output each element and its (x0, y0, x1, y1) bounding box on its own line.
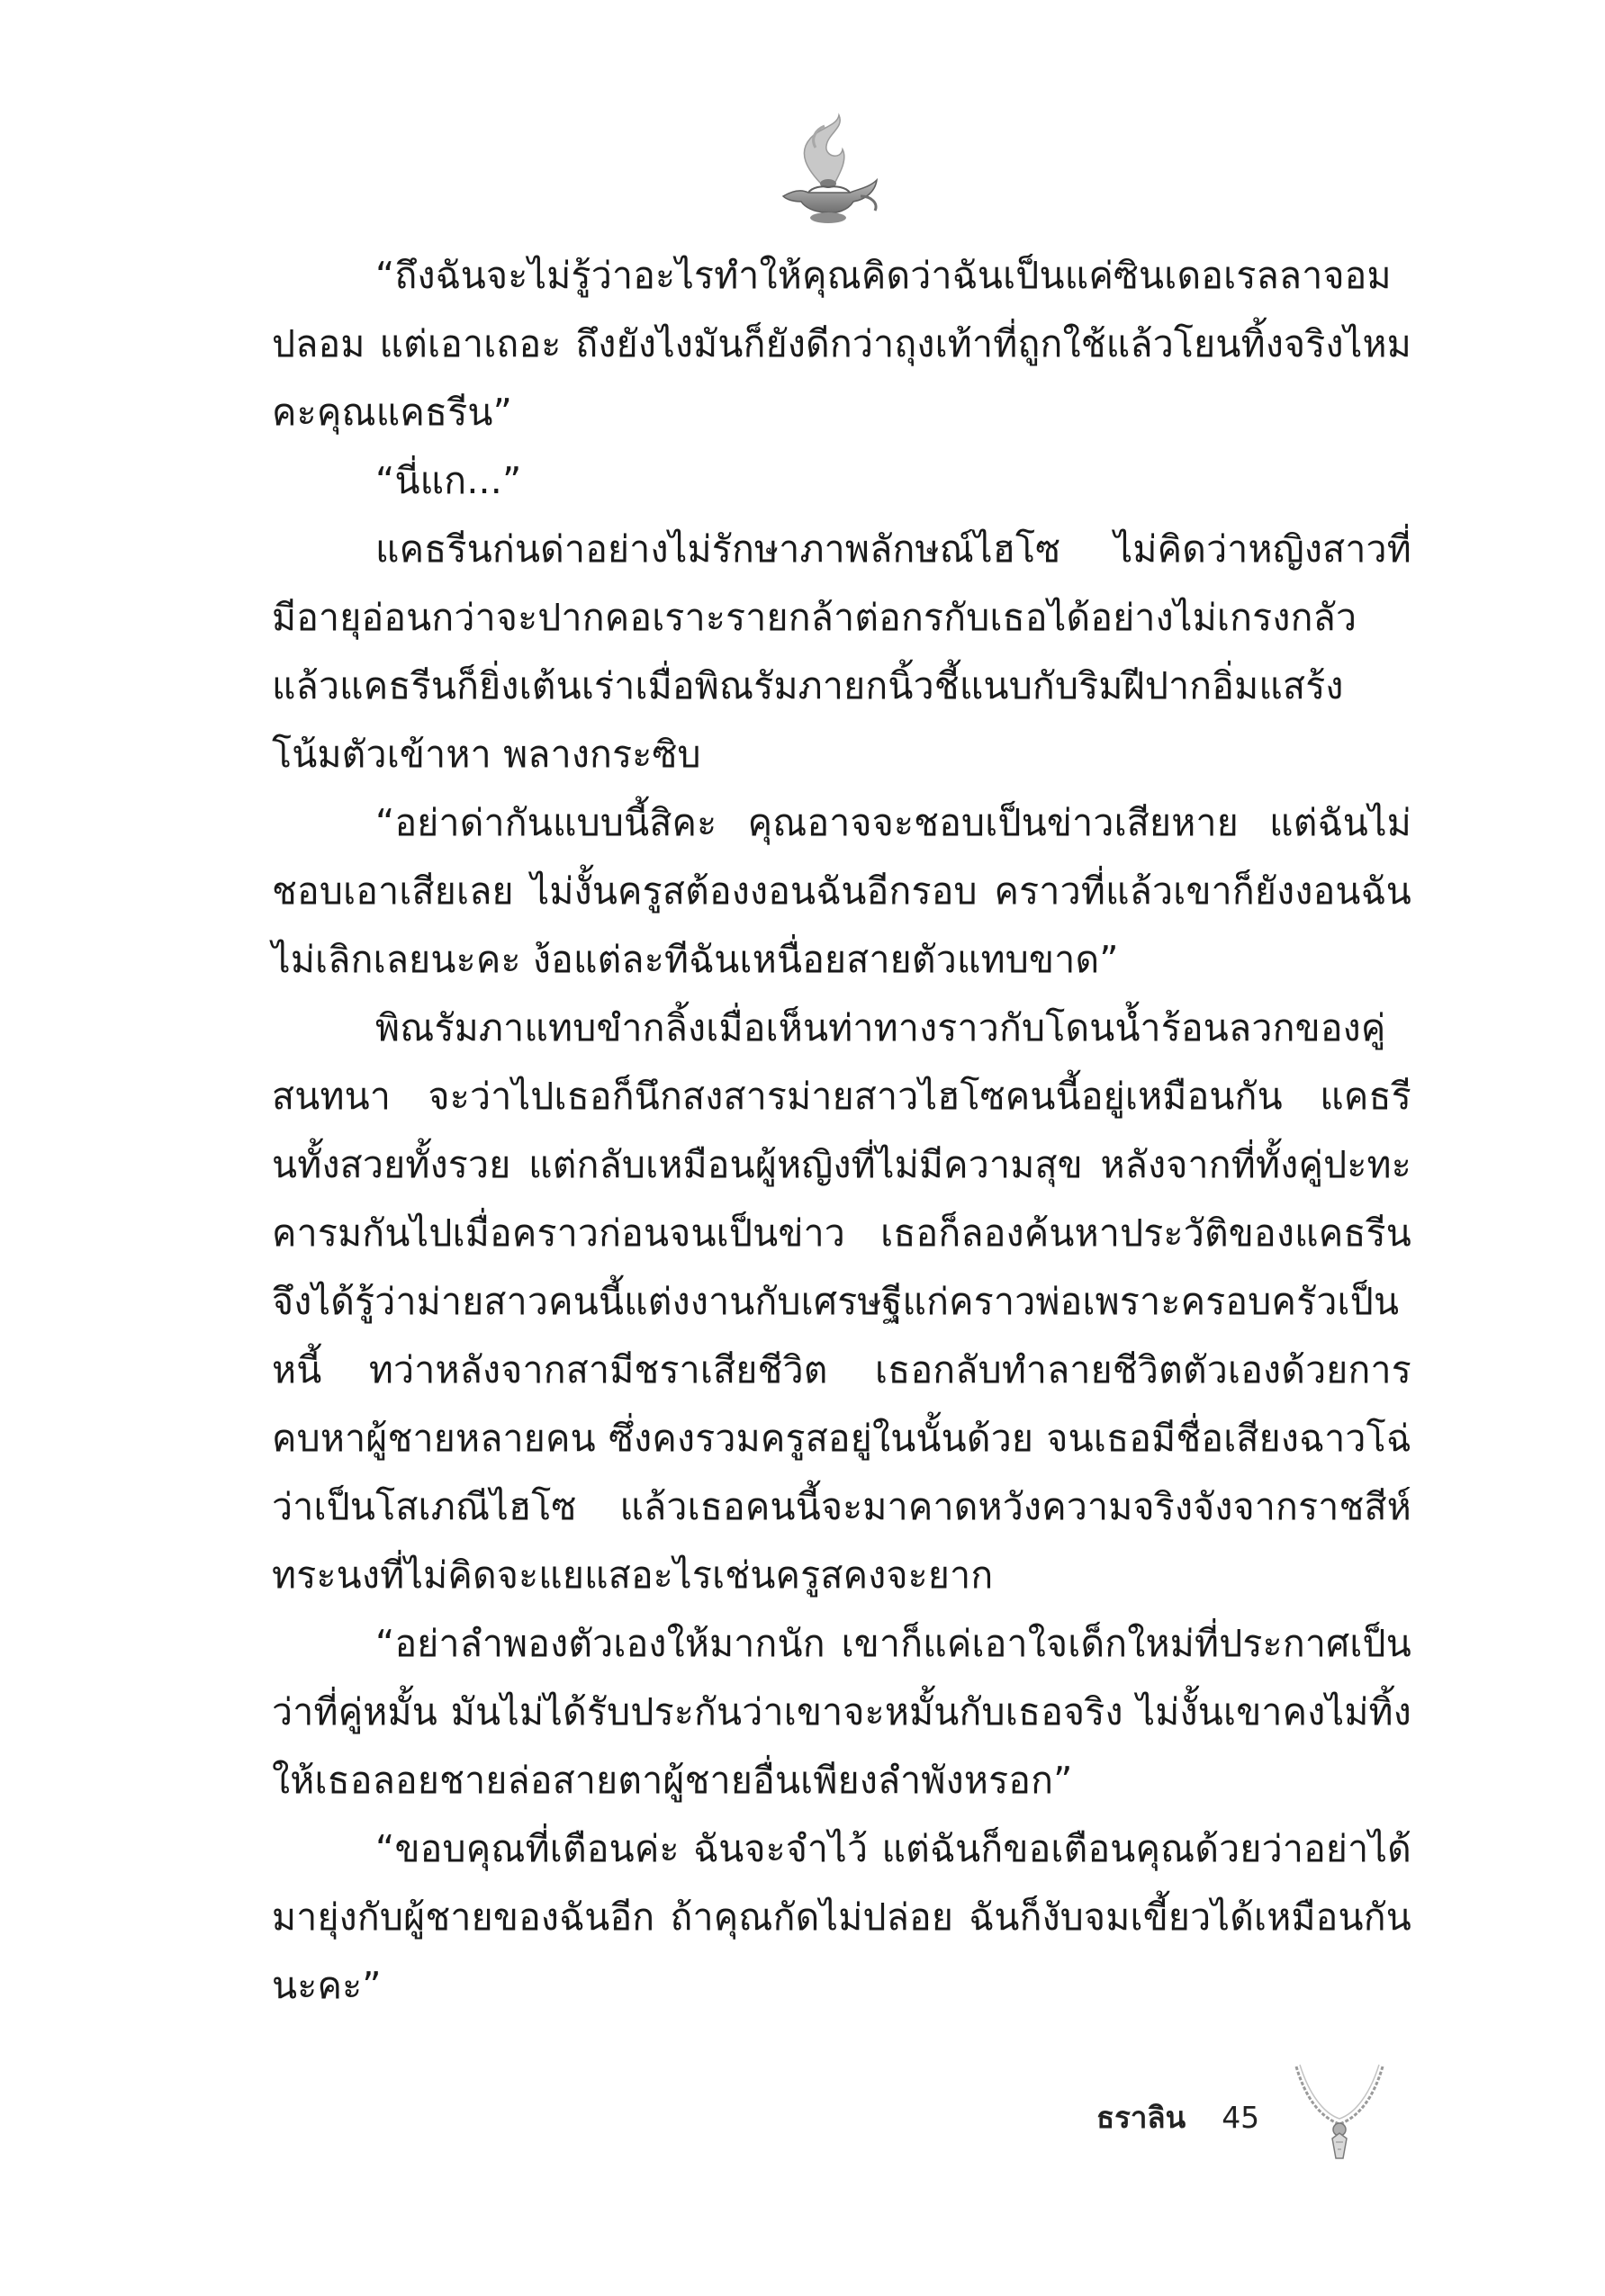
paragraph: “อย่าด่ากันแบบนี้สิคะ คุณอาจจะชอบเป็นข่าวเสียหาย แต่ฉันไม่ชอบเอาเสียเลย ไม่งั้นครูสต้องงอนฉันอีกรอบ คราวที่แล้วเขาก็ยังงอนฉันไม่เลิกเลยนะคะ ง้อแต่ละทีฉันเหนื่อยสายตัวแทบขาด” (272, 801, 1411, 981)
genie-lamp-icon (771, 106, 886, 229)
necklace-icon (1293, 2061, 1386, 2173)
paragraph: “ขอบคุณที่เตือนค่ะ ฉันจะจำไว้ แต่ฉันก็ขอเตือนคุณด้วยว่าอย่าได้มายุ่งกับผู้ชายของฉันอีก ถ้าคุณกัดไม่ปล่อย ฉันก็งับจมเขี้ยวได้เหมือนกันนะคะ” (272, 1827, 1411, 2007)
paragraph: “อย่าลำพองตัวเองให้มากนัก เขาก็แค่เอาใจเด็กใหม่ที่ประกาศเป็นว่าที่คู่หมั้น มันไม่ได้รับประกันว่าเขาจะหมั้นกับเธอจริง ไม่งั้นเขาคงไม่ทิ้งให้เธอลอยชายล่อสายตาผู้ชายอื่นเพียงลำพังหรอก” (272, 1622, 1411, 1802)
paragraph: “ถึงฉันจะไม่รู้ว่าอะไรทำให้คุณคิดว่าฉันเป็นแค่ซินเดอเรลลาจอมปลอม แต่เอาเถอะ ถึงยังไงมันก็ยังดีกว่าถุงเท้าที่ถูกใช้แล้วโยนทิ้งจริงไหมคะคุณแคธรีน” (272, 254, 1411, 434)
paragraph: พิณรัมภาแทบขำกลิ้งเมื่อเห็นท่าทางราวกับโดนน้ำร้อนลวกของคู่สนทนา จะว่าไปเธอก็นึกสงสารม่ายสาวไฮโซคนนี้อยู่เหมือนกัน แคธรีนทั้งสวยทั้งรวย แต่กลับเหมือนผู้หญิงที่ไม่มีความสุข หลังจากที่ทั้งคู่ปะทะคารมกันไปเมื่อคราวก่อนจนเป็นข่าว เธอก็ลองค้นหาประวัติของแคธรีนจึงได้รู้ว่าม่ายสาวคนนี้แต่งงานกับเศรษฐีแก่คราวพ่อเพราะครอบครัวเป็นหนี้ ทว่าหลังจากสามีชราเสียชีวิต เธอกลับทำลายชีวิตตัวเองด้วยการคบหาผู้ชายหลายคน ซึ่งคงรวมครูสอยู่ในนั้นด้วย จนเธอมีชื่อเสียงฉาวโฉ่ว่าเป็นโสเภณีไฮโซ แล้วเธอคนนี้จะมาคาดหวังความจริงจังจากราชสีห์ทระนงที่ไม่คิดจะแยแสอะไรเช่นครูสคงจะยาก (272, 1006, 1411, 1597)
running-title: ธราลิน (1096, 2099, 1186, 2135)
paragraph: แคธรีนก่นด่าอย่างไม่รักษาภาพลักษณ์ไฮโซ ไม่คิดว่าหญิงสาวที่มีอายุอ่อนกว่าจะปากคอเราะรายกล้าต่อกรกับเธอได้อย่างไม่เกรงกลัว แล้วแคธรีนก็ยิ่งเต้นเร่าเมื่อพิณรัมภายกนิ้วชี้แนบกับริมฝีปากอิ่มแสร้งโน้มตัวเข้าหา พลางกระซิบ (272, 527, 1411, 776)
page-footer (1096, 2090, 1259, 2144)
paragraph: “นี่แก...” (375, 459, 522, 502)
body-text (272, 241, 1411, 2020)
page-number: 45 (1222, 2099, 1260, 2135)
